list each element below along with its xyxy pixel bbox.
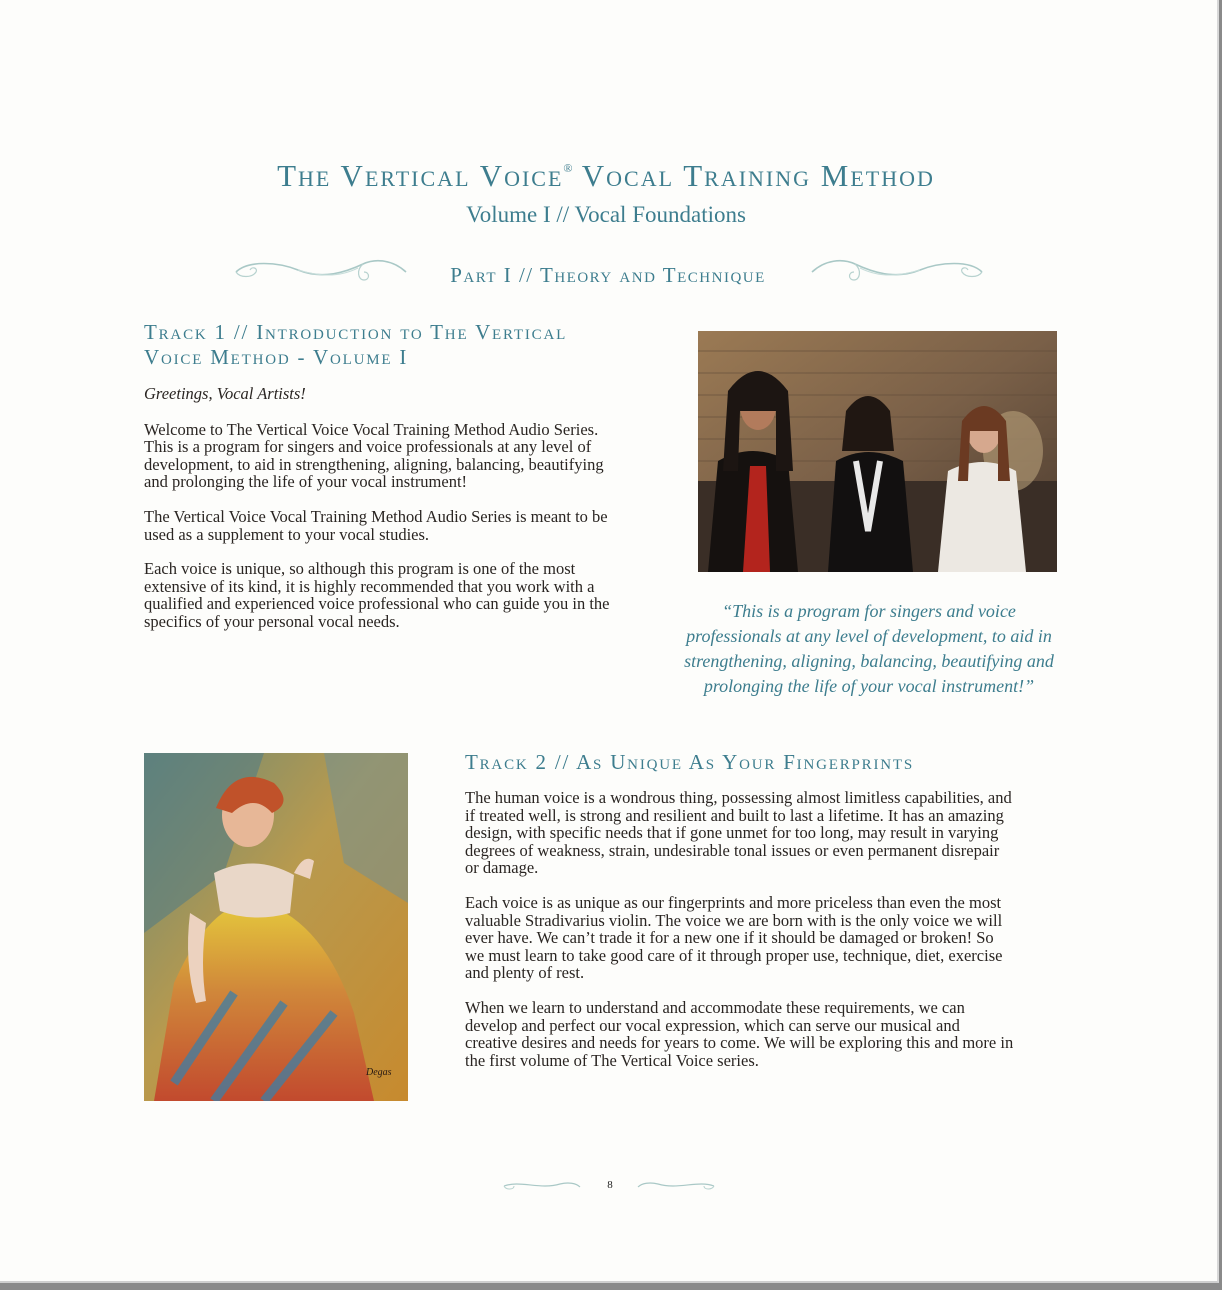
part-title: Part I // Theory and Technique bbox=[450, 263, 766, 287]
page-footer bbox=[500, 1176, 720, 1196]
right-flourish-icon bbox=[804, 254, 990, 290]
track1-body bbox=[144, 385, 628, 648]
registered-mark: ® bbox=[563, 161, 573, 175]
pull-quote: “This is a program for singers and voice professionals at any level of development, to aid in strengthening, aligning, balancing, beautifying and prolonging the life of your vocal instrument!” bbox=[684, 601, 1054, 696]
track1-title: Track 1 // Introduction to The Vertical Voice Method - Volume I bbox=[144, 320, 568, 369]
footer-left-flourish-icon bbox=[500, 1178, 582, 1194]
track1-paragraph: Welcome to The Vertical Voice Vocal Training Method Audio Series. This is a program for singers and voice professionals at any level of development, to aid in strengthening, aligning, balancing, beautifying and prolonging the life of your vocal instrument! bbox=[144, 419, 604, 492]
greeting-text: Greetings, Vocal Artists! bbox=[144, 384, 306, 403]
singers-photo bbox=[698, 331, 1057, 572]
part-heading-row bbox=[228, 254, 990, 290]
degas-painting bbox=[144, 753, 408, 1101]
painting-signature: Degas bbox=[366, 1067, 392, 1078]
track1-paragraph: The Vertical Voice Vocal Training Method Audio Series is meant to be used as a supplement to your vocal studies. bbox=[144, 506, 608, 544]
track2-body bbox=[465, 789, 1015, 1086]
footer-right-flourish-icon bbox=[636, 1178, 718, 1194]
volume-subtitle: Volume I // Vocal Foundations bbox=[466, 202, 746, 227]
page-number: 8 bbox=[607, 1179, 613, 1191]
track2-paragraph: The human voice is a wondrous thing, possessing almost limitless capabilities, and if treated well, is strong and resilient and built to last a lifetime. It has an amazing design, with specific needs that if gone unmet for too long, may result in varying degrees of weakness, strain, undesirable tonal issues or even permanent disrepair or damage. bbox=[465, 788, 1012, 878]
document-title: The Vertical Voice® Vocal Training Method bbox=[277, 158, 935, 193]
track1-paragraph: Each voice is unique, so although this program is one of the most extensive of its kind, it is highly recommended that you work with a qualified and experienced voice professional who can guide you in the specifics of your personal vocal needs. bbox=[144, 559, 610, 631]
track2-paragraph: When we learn to understand and accommodate these requirements, we can develop and perfect our vocal expression, which can serve our musical and creative desires and needs for years to come. We will be exploring this and more in the first volume of The Vertical Voice series. bbox=[465, 997, 1014, 1070]
track2-paragraph: Each voice is as unique as our fingerprints and more priceless than even the most valuable Stradivarius violin. The voice we are born with is the only voice we will ever have. We can’t trade it for a new one if it should be damaged or broken! So we must learn to take good care of it through proper use, technique, diet, exercise and plenty of rest. bbox=[465, 892, 1003, 983]
track2-title: Track 2 // As Unique As Your Fingerprints bbox=[465, 750, 914, 774]
left-flourish-icon bbox=[228, 254, 414, 290]
